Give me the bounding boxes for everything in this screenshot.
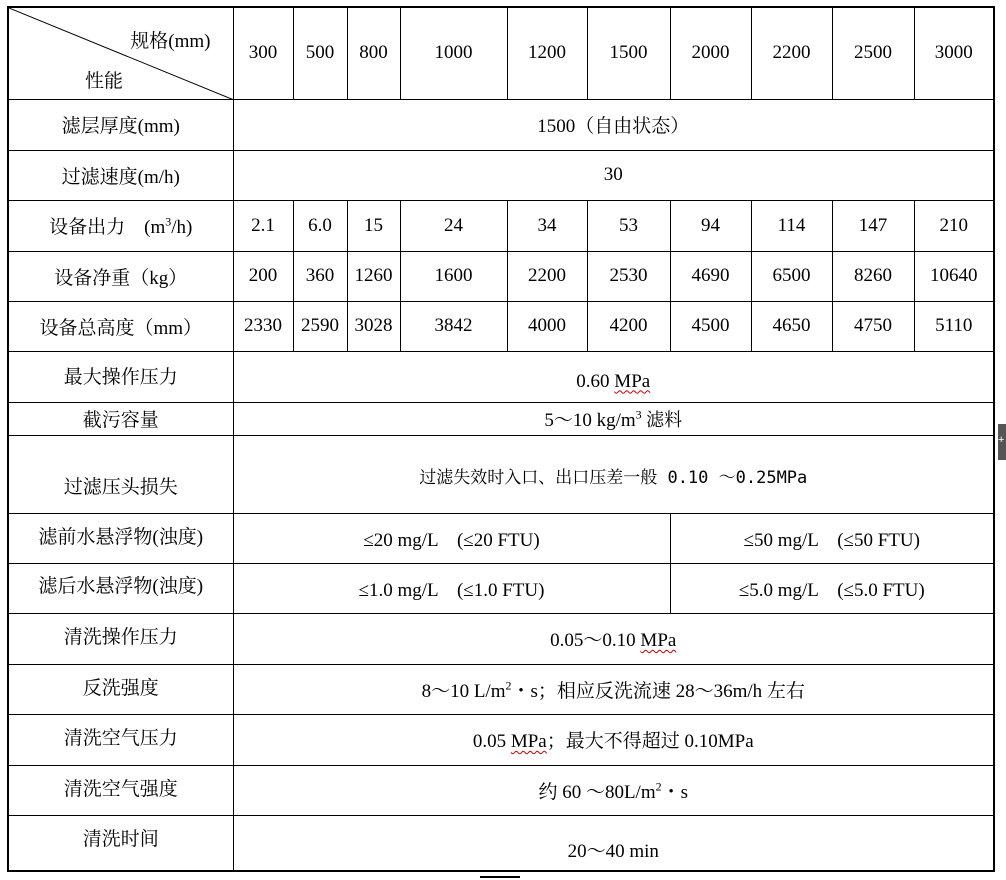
row-label: 过滤速度(m/h) <box>8 150 233 200</box>
value-cell: 10640 <box>914 251 994 301</box>
value-text: ・s <box>661 781 689 803</box>
size-header: 2200 <box>751 7 832 99</box>
value-cell: 200 <box>233 251 293 301</box>
row-value: ≤20 mg/L (≤20 FTU) <box>233 513 670 563</box>
row-output <box>8 200 994 251</box>
row-label <box>8 200 233 251</box>
value-cell: 4500 <box>670 301 751 351</box>
row-wash-time <box>8 815 994 871</box>
value-cell: 1260 <box>347 251 400 301</box>
row-value <box>233 613 994 664</box>
size-header: 2500 <box>832 7 914 99</box>
value-text: 滤料 <box>641 410 683 430</box>
value-cell: 8260 <box>832 251 914 301</box>
value-cell: 2.1 <box>233 200 293 251</box>
spellcheck-unit: MPa <box>614 370 651 392</box>
value-cell: 3028 <box>347 301 400 351</box>
spec-label: 规格(mm) <box>130 31 211 52</box>
row-label: 清洗空气压力 <box>8 714 233 765</box>
value-cell: 15 <box>347 200 400 251</box>
row-label: 滤后水悬浮物(浊度) <box>8 563 233 613</box>
table-resize-handle[interactable] <box>998 424 1006 460</box>
value-cell: 6.0 <box>293 200 347 251</box>
size-header: 800 <box>347 7 400 99</box>
row-label: 过滤压头损失 <box>8 435 233 513</box>
value-cell: 1600 <box>400 251 507 301</box>
size-header: 1200 <box>507 7 587 99</box>
value-cell: 6500 <box>751 251 832 301</box>
value-text: ；最大不得超过 0.10MPa <box>546 731 754 752</box>
row-value <box>233 435 994 513</box>
value-text: 5～10 kg/m <box>544 410 636 431</box>
value-cell: 2530 <box>587 251 670 301</box>
row-label: 设备净重（kg） <box>8 251 233 301</box>
row-air-intensity <box>8 765 994 815</box>
value-cell: 24 <box>400 200 507 251</box>
row-value: 20～40 min <box>233 815 994 871</box>
value-text: 0.05 <box>472 731 511 752</box>
value-cell: 5110 <box>914 301 994 351</box>
size-header: 3000 <box>914 7 994 99</box>
row-wash-pressure <box>8 613 994 664</box>
value-cell: 53 <box>587 200 670 251</box>
value-cell: 2590 <box>293 301 347 351</box>
spellcheck-unit: MPa <box>510 731 547 752</box>
row-value: 1500（自由状态） <box>233 99 994 150</box>
row-max-pressure <box>8 351 994 402</box>
value-superscript: 2 <box>655 779 662 794</box>
row-label: 截污容量 <box>8 402 233 435</box>
value-cell: 360 <box>293 251 347 301</box>
row-value <box>233 714 994 765</box>
row-label: 设备总高度（mm） <box>8 301 233 351</box>
row-pre-suspended <box>8 513 994 563</box>
row-label: 反洗强度 <box>8 664 233 714</box>
row-value <box>233 664 994 714</box>
perf-label: 性能 <box>85 71 124 92</box>
row-value <box>233 402 994 435</box>
row-dirt-capacity <box>8 402 994 435</box>
row-filter-speed <box>8 150 994 200</box>
value-text: ・s；相应反洗流速 28～36m/h 左右 <box>511 680 805 702</box>
value-cell: 210 <box>914 200 994 251</box>
label-text: /h) <box>171 217 193 238</box>
value-cell: 94 <box>670 200 751 251</box>
value-superscript: 2 <box>505 678 512 693</box>
row-label: 滤前水悬浮物(浊度) <box>8 513 233 563</box>
value-cell: 4750 <box>832 301 914 351</box>
header-row <box>8 7 994 99</box>
row-label: 清洗时间 <box>8 815 233 871</box>
diagonal-header-cell <box>8 7 233 99</box>
size-header: 300 <box>233 7 293 99</box>
row-label: 最大操作压力 <box>8 351 233 402</box>
value-cell: 2330 <box>233 301 293 351</box>
row-value: ≤1.0 mg/L (≤1.0 FTU) <box>233 563 670 613</box>
value-text: 8～10 L/m <box>421 680 506 702</box>
row-value: ≤5.0 mg/L (≤5.0 FTU) <box>670 563 994 613</box>
row-value: ≤50 mg/L (≤50 FTU) <box>670 513 994 563</box>
row-label: 滤层厚度(mm) <box>8 99 233 150</box>
size-header: 1000 <box>400 7 507 99</box>
value-cell: 4200 <box>587 301 670 351</box>
label-text: 设备出力 (m <box>49 217 166 238</box>
row-label: 清洗空气强度 <box>8 765 233 815</box>
value-text: 过滤失效时入口、出口压差一般 0.10 ～0.25MPa <box>419 467 808 488</box>
value-cell: 4000 <box>507 301 587 351</box>
size-header: 1500 <box>587 7 670 99</box>
value-text: 约 60 ～80L/m <box>538 781 656 803</box>
value-cell: 147 <box>832 200 914 251</box>
row-net-weight <box>8 251 994 301</box>
value-cell: 2200 <box>507 251 587 301</box>
value-superscript: 3 <box>635 407 642 422</box>
value-cell: 3842 <box>400 301 507 351</box>
value-cell: 4650 <box>751 301 832 351</box>
value-cell: 4690 <box>670 251 751 301</box>
label-superscript: 3 <box>165 214 172 229</box>
plus-icon: + <box>998 434 1005 446</box>
row-total-height <box>8 301 994 351</box>
row-head-loss <box>8 435 994 513</box>
row-value <box>233 765 994 815</box>
row-label: 清洗操作压力 <box>8 613 233 664</box>
row-value <box>233 351 994 402</box>
value-text: 0.60 <box>576 370 615 392</box>
bottom-marker <box>480 876 520 878</box>
value-text: 0.05～0.10 <box>550 630 641 651</box>
row-filter-depth <box>8 99 994 150</box>
row-value: 30 <box>233 150 994 200</box>
value-cell: 114 <box>751 200 832 251</box>
row-air-pressure <box>8 714 994 765</box>
spellcheck-unit: MPa <box>640 630 677 651</box>
value-cell: 34 <box>507 200 587 251</box>
spec-table <box>7 6 995 872</box>
row-post-suspended <box>8 563 994 613</box>
size-header: 500 <box>293 7 347 99</box>
size-header: 2000 <box>670 7 751 99</box>
row-backwash <box>8 664 994 714</box>
